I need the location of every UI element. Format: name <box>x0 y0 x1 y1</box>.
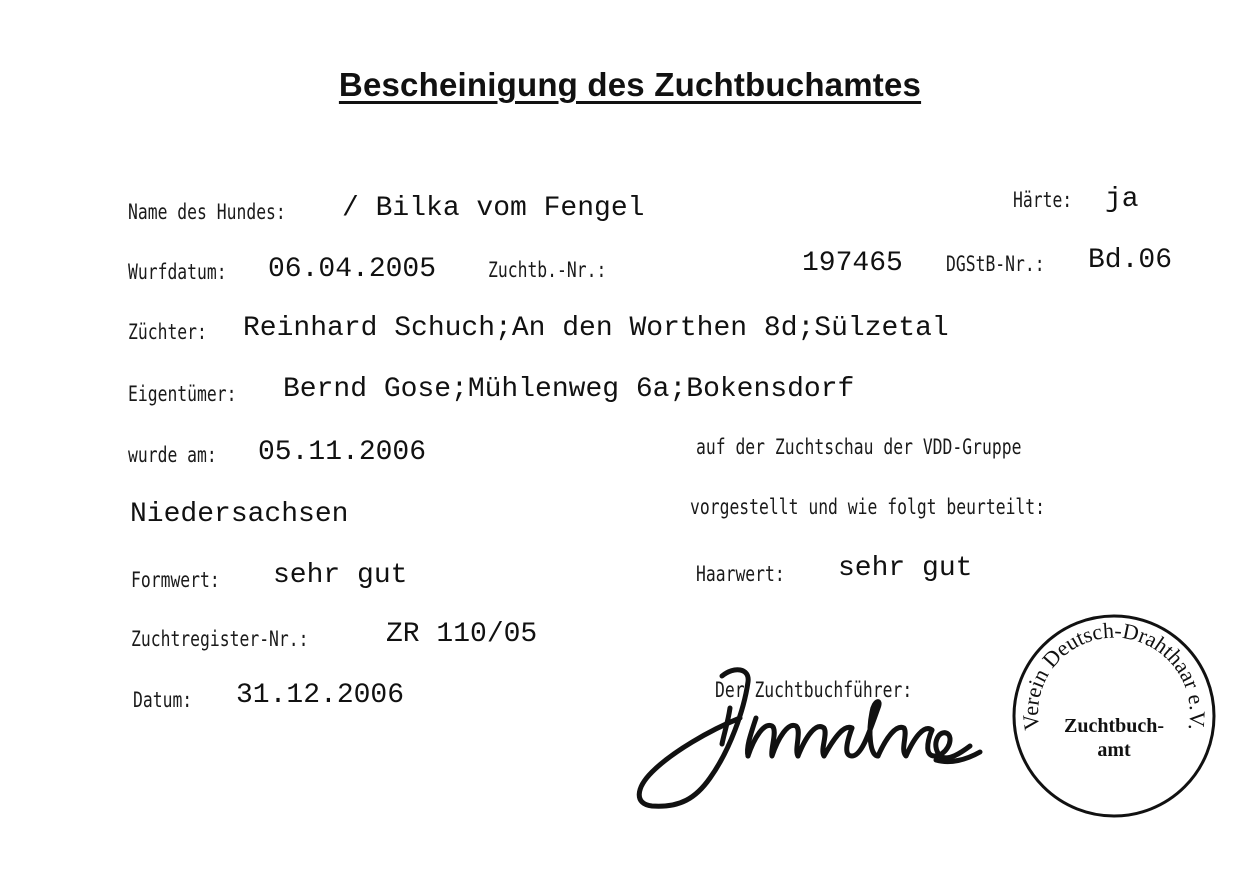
wurde-am-label: wurde am: <box>128 443 217 467</box>
haerte-label: Härte: <box>1013 188 1073 212</box>
document-title: Bescheinigung des Zuchtbuchamtes <box>338 66 922 103</box>
signature-image <box>630 660 990 810</box>
haarwert-label: Haarwert: <box>696 562 785 586</box>
stamp-ring-text: Verein Deutsch-Drahthaar e.V. <box>1017 617 1211 733</box>
zuchtbuchamt-stamp <box>1008 610 1220 822</box>
vorgestellt-text: vorgestellt und wie folgt beurteilt: <box>690 495 1046 519</box>
zuechter-label: Züchter: <box>128 320 207 344</box>
dgstb-nr-label: DGStB-Nr.: <box>946 252 1045 276</box>
eigentuemer-label: Eigentümer: <box>128 382 237 406</box>
wurfdatum-label: Wurfdatum: <box>128 260 227 284</box>
zuchtregister-value: ZR 110/05 <box>386 619 538 650</box>
dgstb-nr-value: Bd.06 <box>1088 245 1173 276</box>
formwert-label: Formwert: <box>131 568 220 592</box>
dog-name-label: Name des Hundes: <box>128 200 286 224</box>
zuchtregister-label: Zuchtregister-Nr.: <box>131 627 309 651</box>
zuchtbuch-nr-label: Zuchtb.-Nr.: <box>488 258 607 282</box>
wurde-am-value: 05.11.2006 <box>258 437 427 468</box>
haarwert-value: sehr gut <box>838 553 973 584</box>
formwert-value: sehr gut <box>273 560 408 591</box>
dog-name-value: / Bilka vom Fengel <box>342 193 645 224</box>
haerte-value: ja <box>1105 184 1139 215</box>
stamp-center-line2: amt <box>1097 739 1131 761</box>
gruppe-value: Niedersachsen <box>130 499 349 530</box>
zuchtbuch-nr-value: 197465 <box>802 248 903 279</box>
stamp-center-line1: Zuchtbuch- <box>1063 715 1165 737</box>
wurfdatum-value: 06.04.2005 <box>268 254 437 285</box>
zuchtbuchfuehrer-label: Der Zuchtbuchführer: <box>715 678 913 702</box>
eigentuemer-value: Bernd Gose;Mühlenweg 6a;Bokensdorf <box>283 374 855 405</box>
zuchtschau-text: auf der Zuchtschau der VDD-Gruppe <box>696 435 1022 459</box>
datum-label: Datum: <box>133 688 193 712</box>
datum-value: 31.12.2006 <box>236 680 405 711</box>
zuechter-value: Reinhard Schuch;An den Worthen 8d;Sülzetal <box>243 313 949 344</box>
